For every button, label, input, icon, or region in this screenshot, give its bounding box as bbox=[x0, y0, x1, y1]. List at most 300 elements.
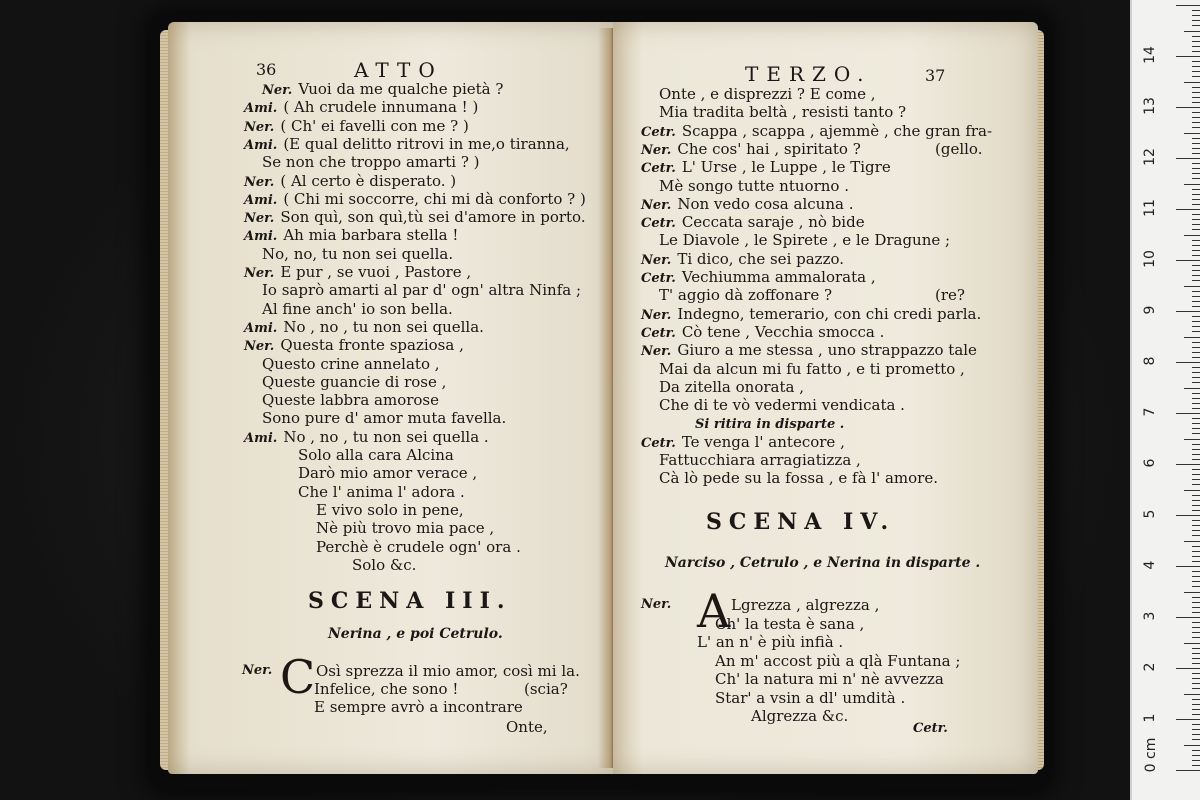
verse-text: T' aggio dà zoffonare ? bbox=[659, 286, 833, 305]
speaker-label: Cetr. bbox=[641, 325, 676, 341]
ruler-tick bbox=[1176, 56, 1200, 57]
ruler-tick bbox=[1192, 10, 1200, 11]
verse-text: Che cos' hai , spiritato ? bbox=[677, 139, 861, 158]
ruler-tick bbox=[1192, 199, 1200, 200]
verse-text: Ceccata saraje , nò bide bbox=[681, 213, 865, 232]
verse-text: Le Diavole , le Spirete , e le Dragune ; bbox=[659, 231, 951, 250]
ruler-tick bbox=[1192, 535, 1200, 536]
speaker-label: Ner. bbox=[641, 344, 672, 360]
verse-text: Da zitella onorata , bbox=[659, 377, 804, 396]
verse-line bbox=[641, 122, 992, 142]
ruler-tick bbox=[1192, 393, 1200, 394]
ruler-tick bbox=[1192, 204, 1200, 205]
ruler-tick bbox=[1192, 112, 1200, 113]
verse-text: E vivo solo in pene, bbox=[316, 500, 464, 519]
ruler-tick bbox=[1192, 117, 1200, 118]
verse-line bbox=[244, 172, 456, 192]
page-number: 37 bbox=[925, 66, 946, 85]
verse-text: Ch' la natura mi n' nè avvezza bbox=[715, 670, 944, 688]
ruler-tick bbox=[1192, 61, 1200, 62]
speaker-label: Ner. bbox=[641, 142, 672, 158]
ruler-tick bbox=[1192, 602, 1200, 603]
ruler-tick bbox=[1192, 92, 1200, 93]
verse-text: Giuro a me stessa , uno strappazzo tale bbox=[677, 341, 977, 360]
speaker-label: Ner. bbox=[244, 119, 275, 135]
verse-text: Darò mio amor verace , bbox=[298, 464, 478, 483]
verse-line bbox=[244, 117, 469, 137]
ruler-tick bbox=[1192, 240, 1200, 241]
ruler-tick bbox=[1192, 714, 1200, 715]
verse-text: Questo crine annelato , bbox=[262, 354, 440, 373]
verse-line bbox=[244, 98, 478, 118]
ruler-tick bbox=[1192, 102, 1200, 103]
ruler-tick bbox=[1192, 352, 1200, 353]
ruler-tick bbox=[1192, 36, 1200, 37]
ruler-label: 6 bbox=[1142, 458, 1158, 468]
ruler-tick bbox=[1192, 505, 1200, 506]
ruler-tick bbox=[1192, 561, 1200, 562]
ruler-tick bbox=[1184, 235, 1200, 236]
ruler-tick bbox=[1192, 255, 1200, 256]
verse-line bbox=[659, 103, 906, 121]
ruler-tick bbox=[1192, 571, 1200, 572]
ruler-tick bbox=[1192, 291, 1200, 292]
ruler-tick bbox=[1192, 597, 1200, 598]
speaker-label: Cetr. bbox=[641, 124, 676, 140]
ruler-label: 14 bbox=[1142, 46, 1158, 64]
ruler-tick bbox=[1192, 704, 1200, 705]
ruler-tick bbox=[1176, 617, 1200, 618]
verse-line bbox=[244, 208, 586, 228]
ruler-tick bbox=[1184, 439, 1200, 440]
ruler-tick bbox=[1192, 41, 1200, 42]
ruler-tick bbox=[1192, 484, 1200, 485]
verse-line bbox=[298, 464, 477, 482]
ruler-tick bbox=[1192, 612, 1200, 613]
ruler-tick bbox=[1192, 148, 1200, 149]
ruler-tick bbox=[1192, 576, 1200, 577]
verse-text: E pur , se vuoi , Pastore , bbox=[280, 263, 472, 281]
verse-text: ( Ch' ei favelli con me ? ) bbox=[280, 116, 469, 135]
ruler-tick bbox=[1192, 372, 1200, 373]
ruler-tick bbox=[1192, 347, 1200, 348]
verse-text: Cò tene , Vecchia smocca . bbox=[681, 322, 885, 341]
ruler-tick bbox=[1176, 515, 1200, 516]
ruler-tick bbox=[1184, 82, 1200, 83]
speaker-label: Ner. bbox=[244, 266, 275, 281]
ruler-tick bbox=[1184, 541, 1200, 542]
ruler-tick bbox=[1184, 745, 1200, 746]
ruler-tick bbox=[1192, 377, 1200, 378]
verse-line bbox=[659, 378, 804, 396]
verse-line bbox=[659, 231, 950, 249]
ruler-tick bbox=[1192, 153, 1200, 154]
scene-title: SCENA IV. bbox=[706, 509, 896, 535]
ruler-tick bbox=[1176, 260, 1200, 261]
verse-line bbox=[316, 519, 494, 537]
verse-line bbox=[298, 446, 454, 464]
verse-line bbox=[659, 286, 832, 304]
ruler-tick bbox=[1192, 729, 1200, 730]
verse-text: Ch' la testa è sana , bbox=[715, 614, 865, 633]
verse-line bbox=[244, 190, 586, 210]
ruler-tick bbox=[1192, 219, 1200, 220]
verse-line bbox=[641, 140, 861, 160]
ruler-tick bbox=[1192, 189, 1200, 190]
ruler-tick bbox=[1192, 658, 1200, 659]
ruler-tick bbox=[1192, 229, 1200, 230]
ruler-tick bbox=[1192, 270, 1200, 271]
verse-text: Cà lò pede su la fossa , e fà l' amore. bbox=[659, 469, 938, 488]
ruler-tick bbox=[1192, 423, 1200, 424]
speaker-label: Ami. bbox=[244, 430, 278, 446]
ruler-tick bbox=[1192, 25, 1200, 26]
verse-text: Se non che troppo amarti ? ) bbox=[262, 153, 480, 172]
ruler-tick bbox=[1192, 306, 1200, 307]
ruler-tick bbox=[1192, 71, 1200, 72]
ruler-tick bbox=[1184, 133, 1200, 134]
verse-text: L' Urse , le Luppe , le Tigre bbox=[681, 158, 891, 177]
ruler-label: 4 bbox=[1142, 560, 1158, 570]
ruler-tick bbox=[1192, 138, 1200, 139]
ruler-tick bbox=[1176, 158, 1200, 159]
speaker-label: Ner. bbox=[244, 174, 275, 190]
verse-text: Onte , e disprezzi ? E come , bbox=[659, 85, 876, 103]
verse-line bbox=[659, 177, 849, 195]
ruler-tick bbox=[1192, 444, 1200, 445]
verse-text: Questa fronte spaziosa , bbox=[280, 336, 464, 355]
verse-text: Vechiumma ammalorata , bbox=[681, 268, 876, 286]
verse-line bbox=[659, 451, 861, 469]
ruler-tick bbox=[1192, 163, 1200, 164]
verse-text: Star' a vsin a dl' umdità . bbox=[715, 688, 906, 707]
ruler-tick bbox=[1192, 408, 1200, 409]
ruler-tick bbox=[1192, 280, 1200, 281]
ruler-label: 8 bbox=[1142, 356, 1158, 366]
ruler-tick bbox=[1192, 20, 1200, 21]
ruler-tick bbox=[1192, 525, 1200, 526]
ruler-tick bbox=[1192, 66, 1200, 67]
verse-line bbox=[244, 263, 471, 283]
speaker-label: Ner. bbox=[242, 663, 273, 678]
ruler-tick bbox=[1192, 739, 1200, 740]
verse-text: No, no, tu non sei quella. bbox=[262, 244, 454, 263]
ruler-tick bbox=[1192, 474, 1200, 475]
ruler-tick bbox=[1192, 224, 1200, 225]
ruler-tick bbox=[1192, 454, 1200, 455]
verse-text: Son quì, son quì,tù sei d'amore in porto. bbox=[280, 208, 586, 227]
ruler-tick bbox=[1184, 31, 1200, 32]
verse-line bbox=[316, 501, 464, 519]
ruler-tick bbox=[1192, 581, 1200, 582]
verse-text: An m' accost più a qlà Funtana ; bbox=[715, 651, 961, 670]
verse-line bbox=[659, 396, 905, 414]
ruler-tick bbox=[1184, 286, 1200, 287]
verse-text: Mia tradita beltà , resisti tanto ? bbox=[659, 103, 907, 122]
right-page bbox=[613, 22, 1038, 774]
verse-text: Te venga l' antecore , bbox=[681, 432, 845, 451]
verse-text: Osì sprezza il mio amor, così mi la. bbox=[316, 662, 580, 680]
verse-text: ( Al certo è disperato. ) bbox=[280, 171, 457, 190]
verse-text: Solo &c. bbox=[352, 555, 417, 574]
ruler-tick bbox=[1192, 699, 1200, 700]
ruler-tick bbox=[1192, 449, 1200, 450]
ruler-tick bbox=[1192, 398, 1200, 399]
ruler-tick bbox=[1176, 770, 1200, 771]
ruler-tick bbox=[1184, 184, 1200, 185]
ruler-tick bbox=[1176, 566, 1200, 567]
ruler-tick bbox=[1192, 765, 1200, 766]
verse-line bbox=[641, 213, 865, 233]
ruler-label: 9 bbox=[1142, 305, 1158, 315]
ruler-tick bbox=[1192, 500, 1200, 501]
verse-line bbox=[352, 556, 416, 574]
verse-line bbox=[641, 323, 884, 343]
verse-line bbox=[641, 158, 891, 178]
ruler-tick bbox=[1192, 586, 1200, 587]
verse-line bbox=[262, 373, 446, 391]
ruler-tick bbox=[1176, 464, 1200, 465]
ruler-tick bbox=[1192, 520, 1200, 521]
ruler-tick bbox=[1192, 637, 1200, 638]
ruler-tick bbox=[1192, 367, 1200, 368]
ruler-tick bbox=[1176, 107, 1200, 108]
ruler-tick bbox=[1176, 362, 1200, 363]
ruler-tick bbox=[1192, 459, 1200, 460]
ruler-label: 5 bbox=[1142, 509, 1158, 519]
ruler-label: 10 bbox=[1142, 250, 1158, 268]
drop-cap: C bbox=[280, 650, 316, 704]
ruler-tick bbox=[1192, 653, 1200, 654]
verse-line bbox=[641, 341, 977, 361]
verse-line bbox=[262, 281, 581, 299]
ruler-tick bbox=[1192, 331, 1200, 332]
ruler-label: 0 cm bbox=[1143, 737, 1159, 773]
ruler-tick bbox=[1192, 46, 1200, 47]
ruler-label: 1 bbox=[1142, 713, 1158, 723]
measuring-ruler bbox=[1130, 0, 1200, 800]
ruler-tick bbox=[1192, 688, 1200, 689]
verse-line bbox=[641, 250, 844, 270]
ruler-tick bbox=[1176, 311, 1200, 312]
ruler-tick bbox=[1192, 403, 1200, 404]
ruler-tick bbox=[1192, 607, 1200, 608]
verse-text: Algrezza &c. bbox=[751, 707, 849, 725]
speaker-label: Cetr. bbox=[641, 271, 676, 286]
ruler-tick bbox=[1192, 214, 1200, 215]
ruler-tick bbox=[1192, 87, 1200, 88]
speaker-label: Ami. bbox=[244, 320, 278, 336]
verse-line bbox=[244, 336, 464, 356]
verse-line bbox=[244, 226, 458, 246]
ruler-tick bbox=[1184, 388, 1200, 389]
verse-text: Io saprò amarti al par d' ogn' altra Ninfa ; bbox=[262, 281, 582, 300]
ruler-tick bbox=[1192, 342, 1200, 343]
speaker-label: Ami. bbox=[244, 137, 278, 153]
ruler-tick bbox=[1192, 433, 1200, 434]
ruler-tick bbox=[1192, 245, 1200, 246]
verse-line bbox=[262, 409, 506, 427]
speaker-label: Ami. bbox=[244, 101, 278, 117]
ruler-tick bbox=[1192, 97, 1200, 98]
scene-persons: Narciso , Cetrulo , e Nerina in disparte . bbox=[665, 555, 981, 571]
verse-text: Lgrezza , algrezza , bbox=[731, 596, 880, 614]
running-head: ATTO bbox=[354, 58, 443, 82]
ruler-tick bbox=[1176, 668, 1200, 669]
verse-text: Mai da alcun mi fu fatto , e ti prometto , bbox=[659, 359, 965, 378]
ruler-tick bbox=[1192, 418, 1200, 419]
speaker-label: Cetr. bbox=[641, 161, 676, 177]
verse-carryover: (scia? bbox=[524, 680, 568, 698]
verse-text: E sempre avrò a incontrare bbox=[314, 698, 523, 716]
ruler-tick bbox=[1192, 683, 1200, 684]
ruler-tick bbox=[1184, 490, 1200, 491]
verse-line bbox=[244, 318, 484, 338]
ruler-tick bbox=[1192, 709, 1200, 710]
ruler-tick bbox=[1192, 678, 1200, 679]
ruler-tick bbox=[1192, 51, 1200, 52]
ruler-tick bbox=[1192, 178, 1200, 179]
speaker-label: Ami. bbox=[244, 229, 278, 245]
catchword: Cetr. bbox=[913, 721, 948, 736]
verse-line bbox=[298, 483, 465, 501]
verse-line bbox=[262, 391, 439, 409]
ruler-tick bbox=[1192, 755, 1200, 756]
ruler-tick bbox=[1192, 622, 1200, 623]
page-number: 36 bbox=[256, 60, 277, 79]
ruler-tick bbox=[1176, 5, 1200, 6]
verse-text: Nè più trovo mia pace , bbox=[316, 519, 495, 538]
speaker-label: Cetr. bbox=[641, 435, 676, 451]
verse-text: Queste labbra amorose bbox=[262, 391, 440, 410]
verse-text: Indegno, temerario, con chi credi parla. bbox=[677, 304, 982, 323]
verse-text: Ah mia barbara stella ! bbox=[283, 226, 459, 245]
verse-line bbox=[659, 85, 876, 103]
speaker-label: Ner. bbox=[641, 307, 672, 323]
ruler-tick bbox=[1192, 648, 1200, 649]
ruler-tick bbox=[1192, 510, 1200, 511]
ruler-tick bbox=[1192, 265, 1200, 266]
verse-text: Non vedo cosa alcuna . bbox=[677, 194, 854, 213]
ruler-tick bbox=[1192, 627, 1200, 628]
ruler-tick bbox=[1192, 321, 1200, 322]
ruler-tick bbox=[1192, 673, 1200, 674]
verse-text: ( Chi mi soccorre, chi mi dà conforto ? ) bbox=[283, 189, 586, 208]
ruler-label: 12 bbox=[1142, 148, 1158, 166]
ruler-tick bbox=[1192, 127, 1200, 128]
verse-text: Mè songo tutte ntuorno . bbox=[659, 176, 849, 195]
ruler-tick bbox=[1192, 632, 1200, 633]
verse-carryover: (re? bbox=[935, 286, 965, 305]
verse-line bbox=[659, 469, 938, 487]
verse-text: Che di te vò vedermi vendicata . bbox=[659, 396, 905, 415]
verse-line bbox=[262, 80, 503, 100]
speaker-label: Cetr. bbox=[641, 216, 676, 232]
verse-text: Ti dico, che sei pazzo. bbox=[677, 249, 845, 268]
speaker-label: Ner. bbox=[641, 197, 672, 213]
ruler-tick bbox=[1192, 357, 1200, 358]
ruler-tick bbox=[1192, 122, 1200, 123]
ruler-tick bbox=[1192, 382, 1200, 383]
ruler-tick bbox=[1192, 479, 1200, 480]
ruler-tick bbox=[1192, 15, 1200, 16]
ruler-tick bbox=[1192, 469, 1200, 470]
ruler-label: 7 bbox=[1142, 407, 1158, 417]
ruler-tick bbox=[1192, 76, 1200, 77]
running-head: TERZO. bbox=[745, 62, 872, 86]
ruler-label: 2 bbox=[1142, 662, 1158, 672]
ruler-tick bbox=[1192, 301, 1200, 302]
verse-text: ( Ah crudele innumana ! ) bbox=[283, 98, 479, 117]
speaker-label: Ner. bbox=[244, 211, 275, 227]
speaker-label: Ner. bbox=[244, 339, 275, 355]
ruler-tick bbox=[1184, 592, 1200, 593]
ruler-tick bbox=[1176, 413, 1200, 414]
ruler-label: 13 bbox=[1142, 97, 1158, 115]
ruler-tick bbox=[1192, 734, 1200, 735]
verse-text: No , no , tu non sei quella. bbox=[283, 317, 484, 336]
ruler-tick bbox=[1176, 719, 1200, 720]
ruler-tick bbox=[1192, 173, 1200, 174]
verse-line bbox=[641, 268, 876, 288]
verse-text: Vuoi da me qualche pietà ? bbox=[298, 80, 504, 98]
speaker-label: Ner. bbox=[262, 83, 293, 98]
drop-cap: A bbox=[697, 584, 731, 638]
verse-line bbox=[244, 428, 489, 448]
verse-text: Scappa , scappa , ajemmè , che gran fra- bbox=[681, 121, 993, 140]
verse-line bbox=[641, 195, 853, 215]
speaker-label: Ner. bbox=[641, 597, 672, 612]
verse-line bbox=[262, 245, 453, 263]
ruler-tick bbox=[1192, 760, 1200, 761]
speaker-label: Ami. bbox=[244, 192, 278, 208]
ruler-tick bbox=[1184, 643, 1200, 644]
verse-line bbox=[659, 360, 965, 378]
ruler-tick bbox=[1184, 337, 1200, 338]
verse-text: Queste guancie di rose , bbox=[262, 372, 447, 391]
verse-text: Al fine anch' io son bella. bbox=[262, 299, 453, 318]
verse-text: No , no , tu non sei quella . bbox=[283, 427, 489, 446]
scene-persons: Nerina , e poi Cetrulo. bbox=[328, 626, 503, 642]
verse-text: L' an n' è più infià . bbox=[697, 633, 844, 651]
left-page bbox=[168, 22, 613, 774]
verse-text: Che l' anima l' adora . bbox=[298, 482, 465, 501]
verse-line bbox=[262, 355, 440, 373]
verse-text: Perchè è crudele ogn' ora . bbox=[316, 537, 521, 556]
ruler-tick bbox=[1192, 724, 1200, 725]
verse-text: Infelice, che sono ! bbox=[314, 680, 459, 698]
speaker-label: Ner. bbox=[641, 252, 672, 268]
ruler-label: 11 bbox=[1142, 199, 1158, 217]
ruler-tick bbox=[1192, 428, 1200, 429]
verse-line bbox=[262, 300, 453, 318]
verse-line bbox=[641, 305, 981, 325]
ruler-tick bbox=[1192, 551, 1200, 552]
verse-carryover: (gello. bbox=[935, 139, 983, 158]
verse-text: (E qual delitto ritrovi in me,o tiranna, bbox=[283, 134, 570, 153]
verse-line bbox=[695, 414, 844, 434]
ruler-tick bbox=[1192, 556, 1200, 557]
verse-text: Si ritira in disparte . bbox=[695, 417, 845, 433]
verse-text: Sono pure d' amor muta favella. bbox=[262, 409, 507, 428]
ruler-label: 3 bbox=[1142, 611, 1158, 621]
ruler-tick bbox=[1192, 168, 1200, 169]
ruler-tick bbox=[1176, 209, 1200, 210]
ruler-tick bbox=[1192, 663, 1200, 664]
ruler-tick bbox=[1192, 194, 1200, 195]
verse-line bbox=[316, 538, 521, 556]
ruler-tick bbox=[1192, 546, 1200, 547]
